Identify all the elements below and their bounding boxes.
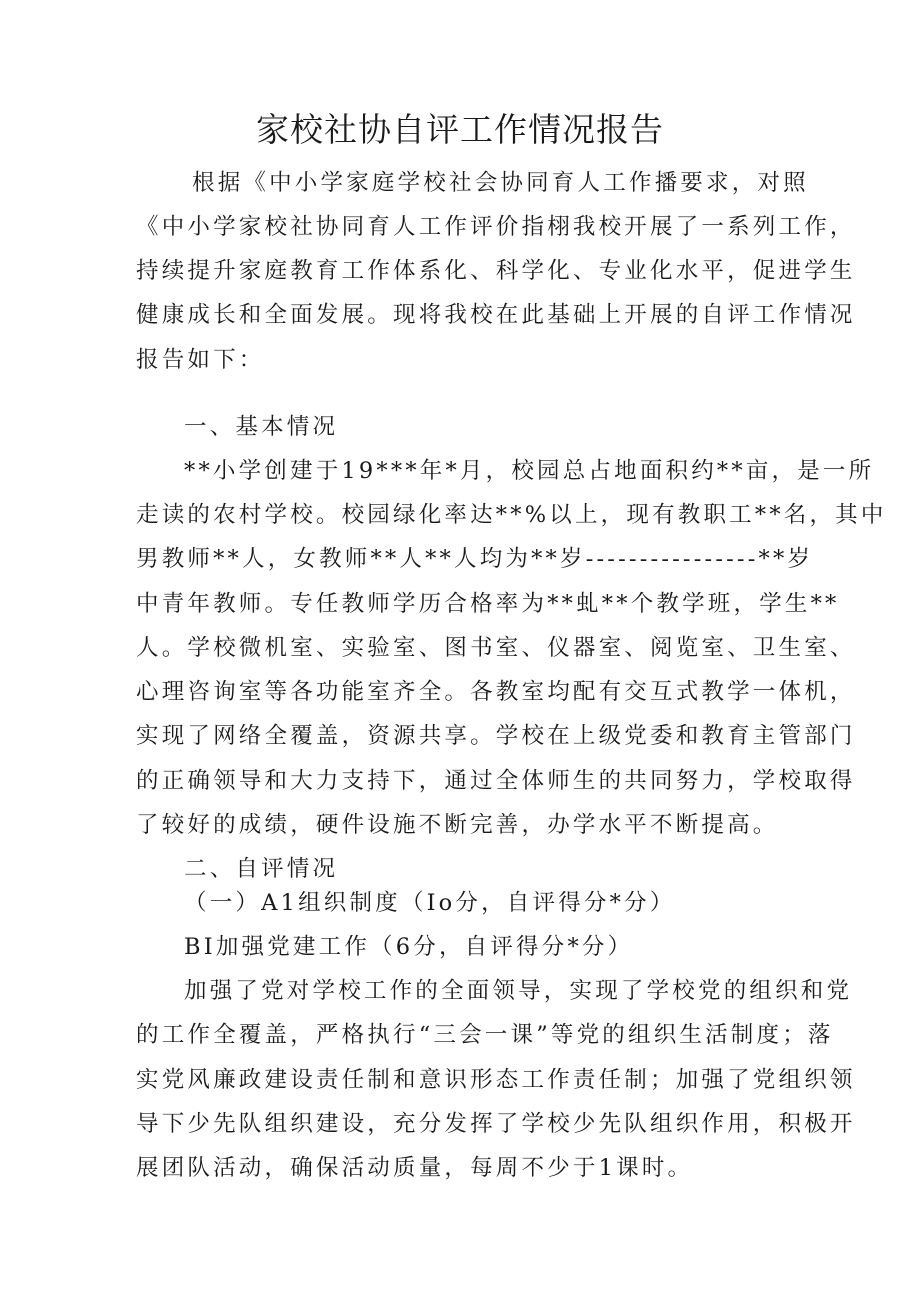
paragraph-basic-line: 心理咨询室等各功能室齐全。各教室均配有交互式教学一体机，	[136, 679, 856, 705]
paragraph-basic-line: 男教师**人，女教师**人**人均为**岁----------------**岁	[136, 546, 814, 572]
paragraph-party-line: 实党风廉政建设责任制和意识形态工作责任制；加强了党组织领	[136, 1067, 856, 1093]
paragraph-party-line: 展团队活动，确保活动质量，每周不少于1课时。	[136, 1155, 694, 1181]
paragraph-intro-line: 报告如下：	[136, 347, 265, 373]
paragraph-party-line: 加强了党对学校工作的全面领导，实现了学校党的组织和党	[184, 978, 853, 1004]
paragraph-basic-line: 的正确领导和大力支持下，通过全体师生的共同努力，学校取得	[136, 768, 856, 794]
document-title: 家校社协自评工作情况报告	[256, 110, 664, 149]
paragraph-party-line: 的工作全覆盖，严格执行“三会一课”等党的组织生活制度；落	[136, 1022, 834, 1048]
section-heading-basic: 一、基本情况	[184, 414, 339, 440]
paragraph-basic-line: 走读的农村学校。校园绿化率达**%以上，现有教职工**名，其中	[136, 502, 887, 528]
paragraph-basic-line: 人。学校微机室、实验室、图书室、仪器室、阅览室、卫生室、	[136, 635, 856, 661]
section-heading-self-eval: 二、自评情况	[184, 856, 339, 882]
paragraph-party-line: 导下少先队组织建设，充分发挥了学校少先队组织作用，积极开	[136, 1111, 856, 1137]
paragraph-basic-line: 了较好的成绩，硬件设施不断完善，办学水平不断提高。	[136, 812, 779, 838]
paragraph-basic-line: **小学创建于19***年*月，校园总占地面积约**亩，是一所	[184, 458, 875, 484]
paragraph-intro-line: 健康成长和全面发展。现将我校在此基础上开展的自评工作情况	[136, 302, 856, 328]
subsection-heading-a1: （一）A1组织制度（Io分，自评得分*分）	[184, 890, 676, 916]
subsection-heading-b1: BI加强党建工作（6分，自评得分*分）	[184, 934, 634, 960]
paragraph-intro-line: 持续提升家庭教育工作体系化、科学化、专业化水平，促进学生	[136, 258, 856, 284]
paragraph-basic-line: 中青年教师。专任教师学历合格率为**虬**个教学班，学生**	[136, 591, 840, 617]
paragraph-basic-line: 实现了网络全覆盖，资源共享。学校在上级党委和教育主管部门	[136, 723, 856, 749]
paragraph-intro-line: 根据《中小学家庭学校社会协同育人工作播要求，对照	[192, 170, 809, 196]
paragraph-intro-line: 《中小学家校社协同育人工作评价指栩我校开展了一系列工作，	[136, 214, 856, 240]
